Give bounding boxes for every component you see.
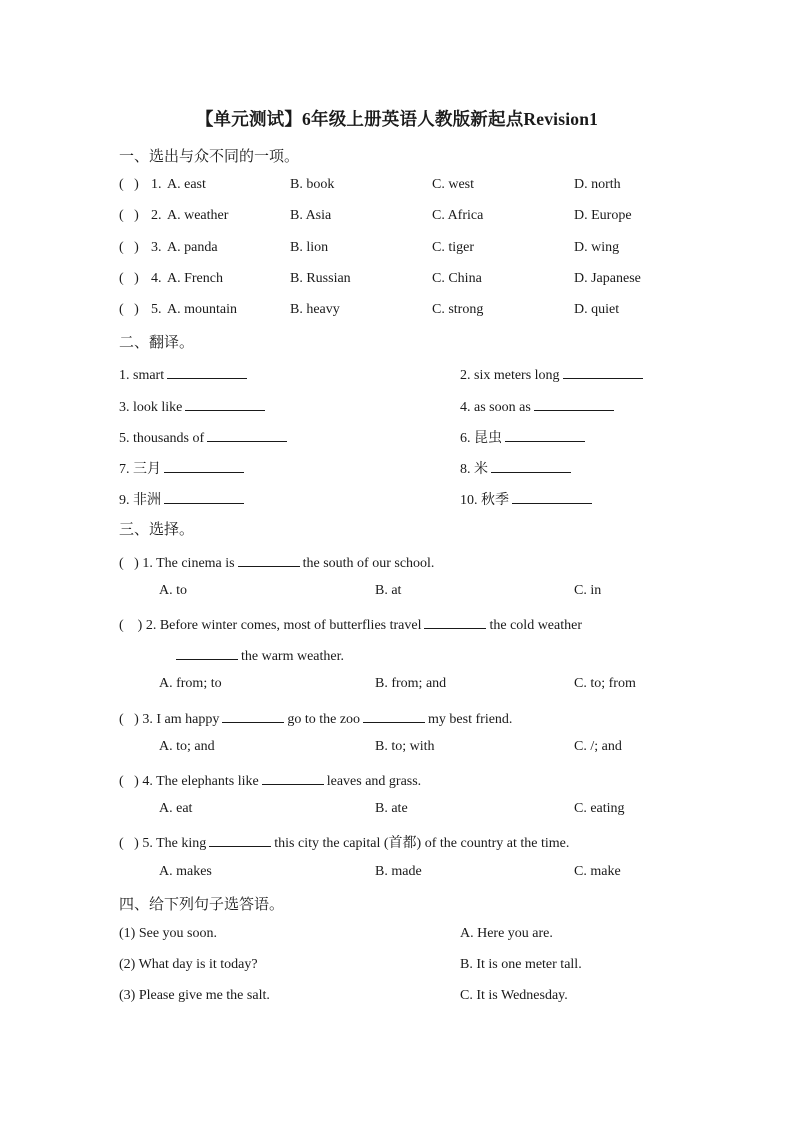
page-title: 【单元测试】6年级上册英语人教版新起点Revision1 bbox=[195, 109, 599, 129]
option-b: B. heavy bbox=[290, 302, 340, 317]
item-number: 5. bbox=[151, 302, 162, 317]
section3-heading: 三、选择。 bbox=[119, 522, 195, 538]
translate-item-7: 7. 三月 bbox=[119, 458, 247, 478]
option-c: C. make bbox=[574, 864, 621, 879]
answer-blank[interactable] bbox=[262, 770, 324, 785]
option-a: A. eat bbox=[159, 801, 193, 816]
choice-question-3: ( ) 3. I am happy go to the zoo my best friend. bbox=[119, 708, 512, 728]
dialogue-question-1: (1) See you soon. bbox=[119, 926, 217, 941]
translate-item-4: 4. as soon as bbox=[460, 396, 617, 416]
option-b: B. at bbox=[375, 583, 402, 598]
choice-question-2-cont: the warm weather. bbox=[176, 645, 344, 665]
option-b: B. book bbox=[290, 177, 335, 192]
option-d: D. Europe bbox=[574, 208, 632, 223]
section1-item-5 bbox=[119, 302, 679, 322]
question-2-options bbox=[119, 676, 679, 696]
option-d: D. quiet bbox=[574, 302, 620, 317]
question-4-options bbox=[119, 801, 679, 821]
section1-heading: 一、选出与众不同的一项。 bbox=[119, 149, 300, 165]
answer-blank[interactable] bbox=[491, 458, 571, 473]
answer-blank[interactable] bbox=[209, 832, 271, 847]
option-c: C. eating bbox=[574, 801, 625, 816]
answer-blank[interactable] bbox=[164, 458, 244, 473]
question-1-options bbox=[119, 583, 679, 603]
answer-blank[interactable] bbox=[512, 489, 592, 504]
option-a: A. panda bbox=[167, 240, 218, 255]
option-b: B. from; and bbox=[375, 676, 447, 691]
answer-blank[interactable] bbox=[534, 396, 614, 411]
option-a: A. French bbox=[167, 271, 223, 286]
answer-blank[interactable] bbox=[167, 364, 247, 379]
option-a: A. east bbox=[167, 177, 206, 192]
translate-item-1: 1. smart bbox=[119, 364, 250, 384]
dialogue-answer-c: C. It is Wednesday. bbox=[460, 988, 568, 1003]
option-c: C. to; from bbox=[574, 676, 636, 691]
option-a: A. weather bbox=[167, 208, 229, 223]
section1-item-1 bbox=[119, 177, 679, 197]
dialogue-question-2: (2) What day is it today? bbox=[119, 957, 258, 972]
section1-item-2 bbox=[119, 208, 679, 228]
answer-blank[interactable] bbox=[424, 614, 486, 629]
translate-item-2: 2. six meters long bbox=[460, 364, 646, 384]
choice-question-1: ( ) 1. The cinema is the south of our school. bbox=[119, 552, 434, 572]
translate-item-8: 8. 米 bbox=[460, 458, 574, 478]
choice-question-4: ( ) 4. The elephants like leaves and grass. bbox=[119, 770, 421, 790]
answer-blank[interactable] bbox=[176, 645, 238, 660]
option-d: D. wing bbox=[574, 240, 620, 255]
answer-blank[interactable] bbox=[238, 552, 300, 567]
option-b: B. lion bbox=[290, 240, 329, 255]
question-3-options bbox=[119, 739, 679, 759]
option-a: A. to bbox=[159, 583, 187, 598]
option-b: B. ate bbox=[375, 801, 408, 816]
paren: ( ) bbox=[119, 240, 139, 255]
translate-item-5: 5. thousands of bbox=[119, 427, 290, 447]
option-a: A. mountain bbox=[167, 302, 237, 317]
option-b: B. made bbox=[375, 864, 422, 879]
option-b: B. to; with bbox=[375, 739, 435, 754]
choice-question-2: ( ) 2. Before winter comes, most of butterflies travel the cold weather bbox=[119, 614, 582, 634]
dialogue-answer-b: B. It is one meter tall. bbox=[460, 957, 582, 972]
translate-item-3: 3. look like bbox=[119, 396, 268, 416]
item-number: 3. bbox=[151, 240, 162, 255]
translate-item-6: 6. 昆虫 bbox=[460, 427, 588, 447]
translate-item-10: 10. 秋季 bbox=[460, 489, 595, 509]
item-number: 1. bbox=[151, 177, 162, 192]
option-d: D. north bbox=[574, 177, 621, 192]
option-a: A. makes bbox=[159, 864, 212, 879]
section1-item-3 bbox=[119, 240, 679, 260]
paren: ( ) bbox=[119, 177, 139, 192]
dialogue-question-3: (3) Please give me the salt. bbox=[119, 988, 270, 1003]
option-a: A. from; to bbox=[159, 676, 222, 691]
answer-blank[interactable] bbox=[222, 708, 284, 723]
answer-blank[interactable] bbox=[505, 427, 585, 442]
answer-blank[interactable] bbox=[563, 364, 643, 379]
option-b: B. Russian bbox=[290, 271, 351, 286]
answer-blank[interactable] bbox=[207, 427, 287, 442]
option-c: C. west bbox=[432, 177, 474, 192]
option-c: C. Africa bbox=[432, 208, 484, 223]
paren: ( ) bbox=[119, 208, 139, 223]
section2-heading: 二、翻译。 bbox=[119, 335, 195, 351]
paren: ( ) bbox=[119, 302, 139, 317]
answer-blank[interactable] bbox=[164, 489, 244, 504]
option-c: C. tiger bbox=[432, 240, 474, 255]
option-c: C. strong bbox=[432, 302, 484, 317]
answer-blank[interactable] bbox=[363, 708, 425, 723]
option-c: C. /; and bbox=[574, 739, 622, 754]
choice-question-5: ( ) 5. The king this city the capital (首都) of the country at the time. bbox=[119, 832, 569, 852]
option-c: C. China bbox=[432, 271, 482, 286]
answer-blank[interactable] bbox=[185, 396, 265, 411]
option-c: C. in bbox=[574, 583, 602, 598]
option-a: A. to; and bbox=[159, 739, 215, 754]
item-number: 2. bbox=[151, 208, 162, 223]
section1-item-4 bbox=[119, 271, 679, 291]
item-number: 4. bbox=[151, 271, 162, 286]
question-5-options bbox=[119, 864, 679, 884]
dialogue-answer-a: A. Here you are. bbox=[460, 926, 553, 941]
option-b: B. Asia bbox=[290, 208, 332, 223]
translate-item-9: 9. 非洲 bbox=[119, 489, 247, 509]
option-d: D. Japanese bbox=[574, 271, 641, 286]
paren: ( ) bbox=[119, 271, 139, 286]
section4-heading: 四、给下列句子选答语。 bbox=[119, 897, 285, 913]
